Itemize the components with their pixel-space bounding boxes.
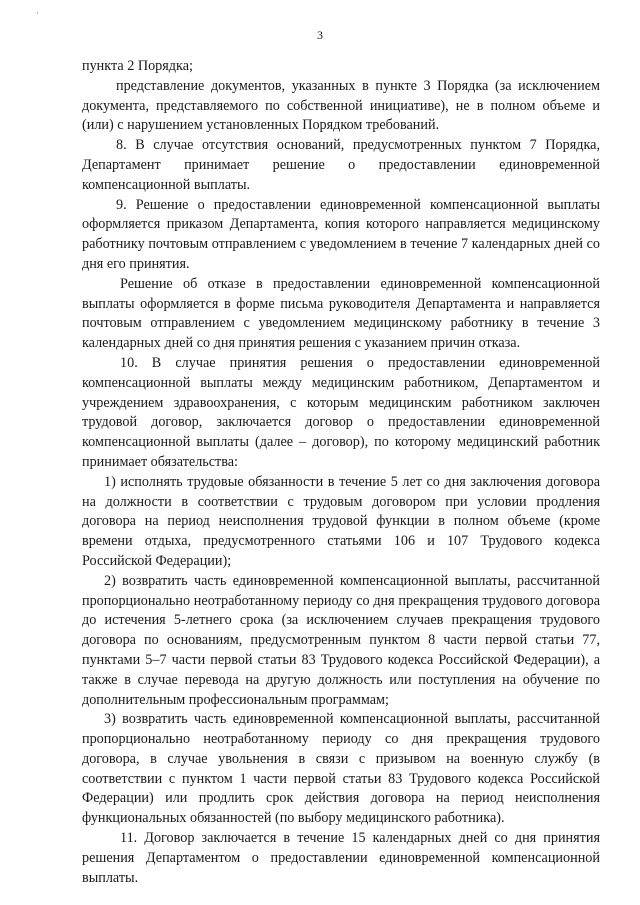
paragraph-obligation-2: 2) возвратить часть единовременной компенсационной выплаты, рассчитанной пропорционально неотработанному периоду со дня прекращения трудового договора до истечения 5-летнего срока (за исключением случаев прекращения трудового договора по основаниям, предусмотренным пунктом 8 части первой статьи 77, пунктами 5–7 части первой статьи 83 Трудового кодекса Российской Федерации), а также в случае перевода на другую должность или поступления на обучение по дополнительным профессиональным программам; — [82, 572, 600, 708]
paragraph-item-10: 10. В случае принятия решения о предоставлении единовременной компенсационной выплаты между медицинским работником, Департаментом и учреждением здравоохранения, с которым медицинским работником заключен трудовой договор, заключается договор о предоставлении единовременной компенсационной выплаты (далее – договор), по которому медицинский работник принимает обязательства: — [82, 354, 600, 470]
paragraph-item-11: 11. Договор заключается в течение 15 календарных дней со дня принятия решения Департаментом о предоставлении единовременной компенсационной выплаты. — [82, 830, 600, 886]
paragraph-documents: представление документов, указанных в пункте 3 Порядка (за исключением документа, представляемого по собственной инициативе), не в полном объеме и (или) с нарушением установленных Порядком требований. — [82, 77, 600, 134]
paragraph-item-8: 8. В случае отсутствия оснований, предусмотренных пунктом 7 Порядка, Департамент принимает решение о предоставлении единовременной компенсационной выплаты. — [82, 137, 600, 193]
paragraph-continuation: пункта 2 Порядка; — [82, 58, 193, 74]
scan-mark: · — [36, 8, 39, 18]
page-number: 3 — [317, 28, 323, 42]
paragraph-item-9: 9. Решение о предоставлении единовременной компенсационной выплаты оформляется приказом Департамента, копия которого направляется медицинскому работнику почтовым отправлением с уведомлением в течение 7 календарных дней со дня его принятия. — [82, 196, 600, 272]
paragraph-obligation-1: 1) исполнять трудовые обязанности в течение 5 лет со дня заключения договора на должности в соответствии с трудовым договором при условии продления договора на период неисполнения трудовой функции в полном объеме (кроме времени отдыха, предусмотренного статьями 106 и 107 Трудового кодекса Российской Федерации); — [82, 473, 600, 569]
document-body — [82, 57, 600, 888]
paragraph-obligation-3: 3) возвратить часть единовременной компенсационной выплаты, рассчитанной пропорционально неотработанному периоду со дня прекращения трудового договора, в случае увольнения в связи с призывом на военную службу (в соответствии с пунктом 1 части первой статьи 83 Трудового кодекса Российской Федерации) или продлить срок действия договора на период неисполнения функциональных обязанностей (по выбору медицинского работника). — [82, 711, 600, 827]
paragraph-refusal: Решение об отказе в предоставлении единовременной компенсационной выплаты оформляется в форме письма руководителя Департамента и направляется почтовым отправлением с уведомлением медицинскому работнику в течение 3 календарных дней со дня принятия решения с указанием причин отказа. — [82, 275, 600, 352]
